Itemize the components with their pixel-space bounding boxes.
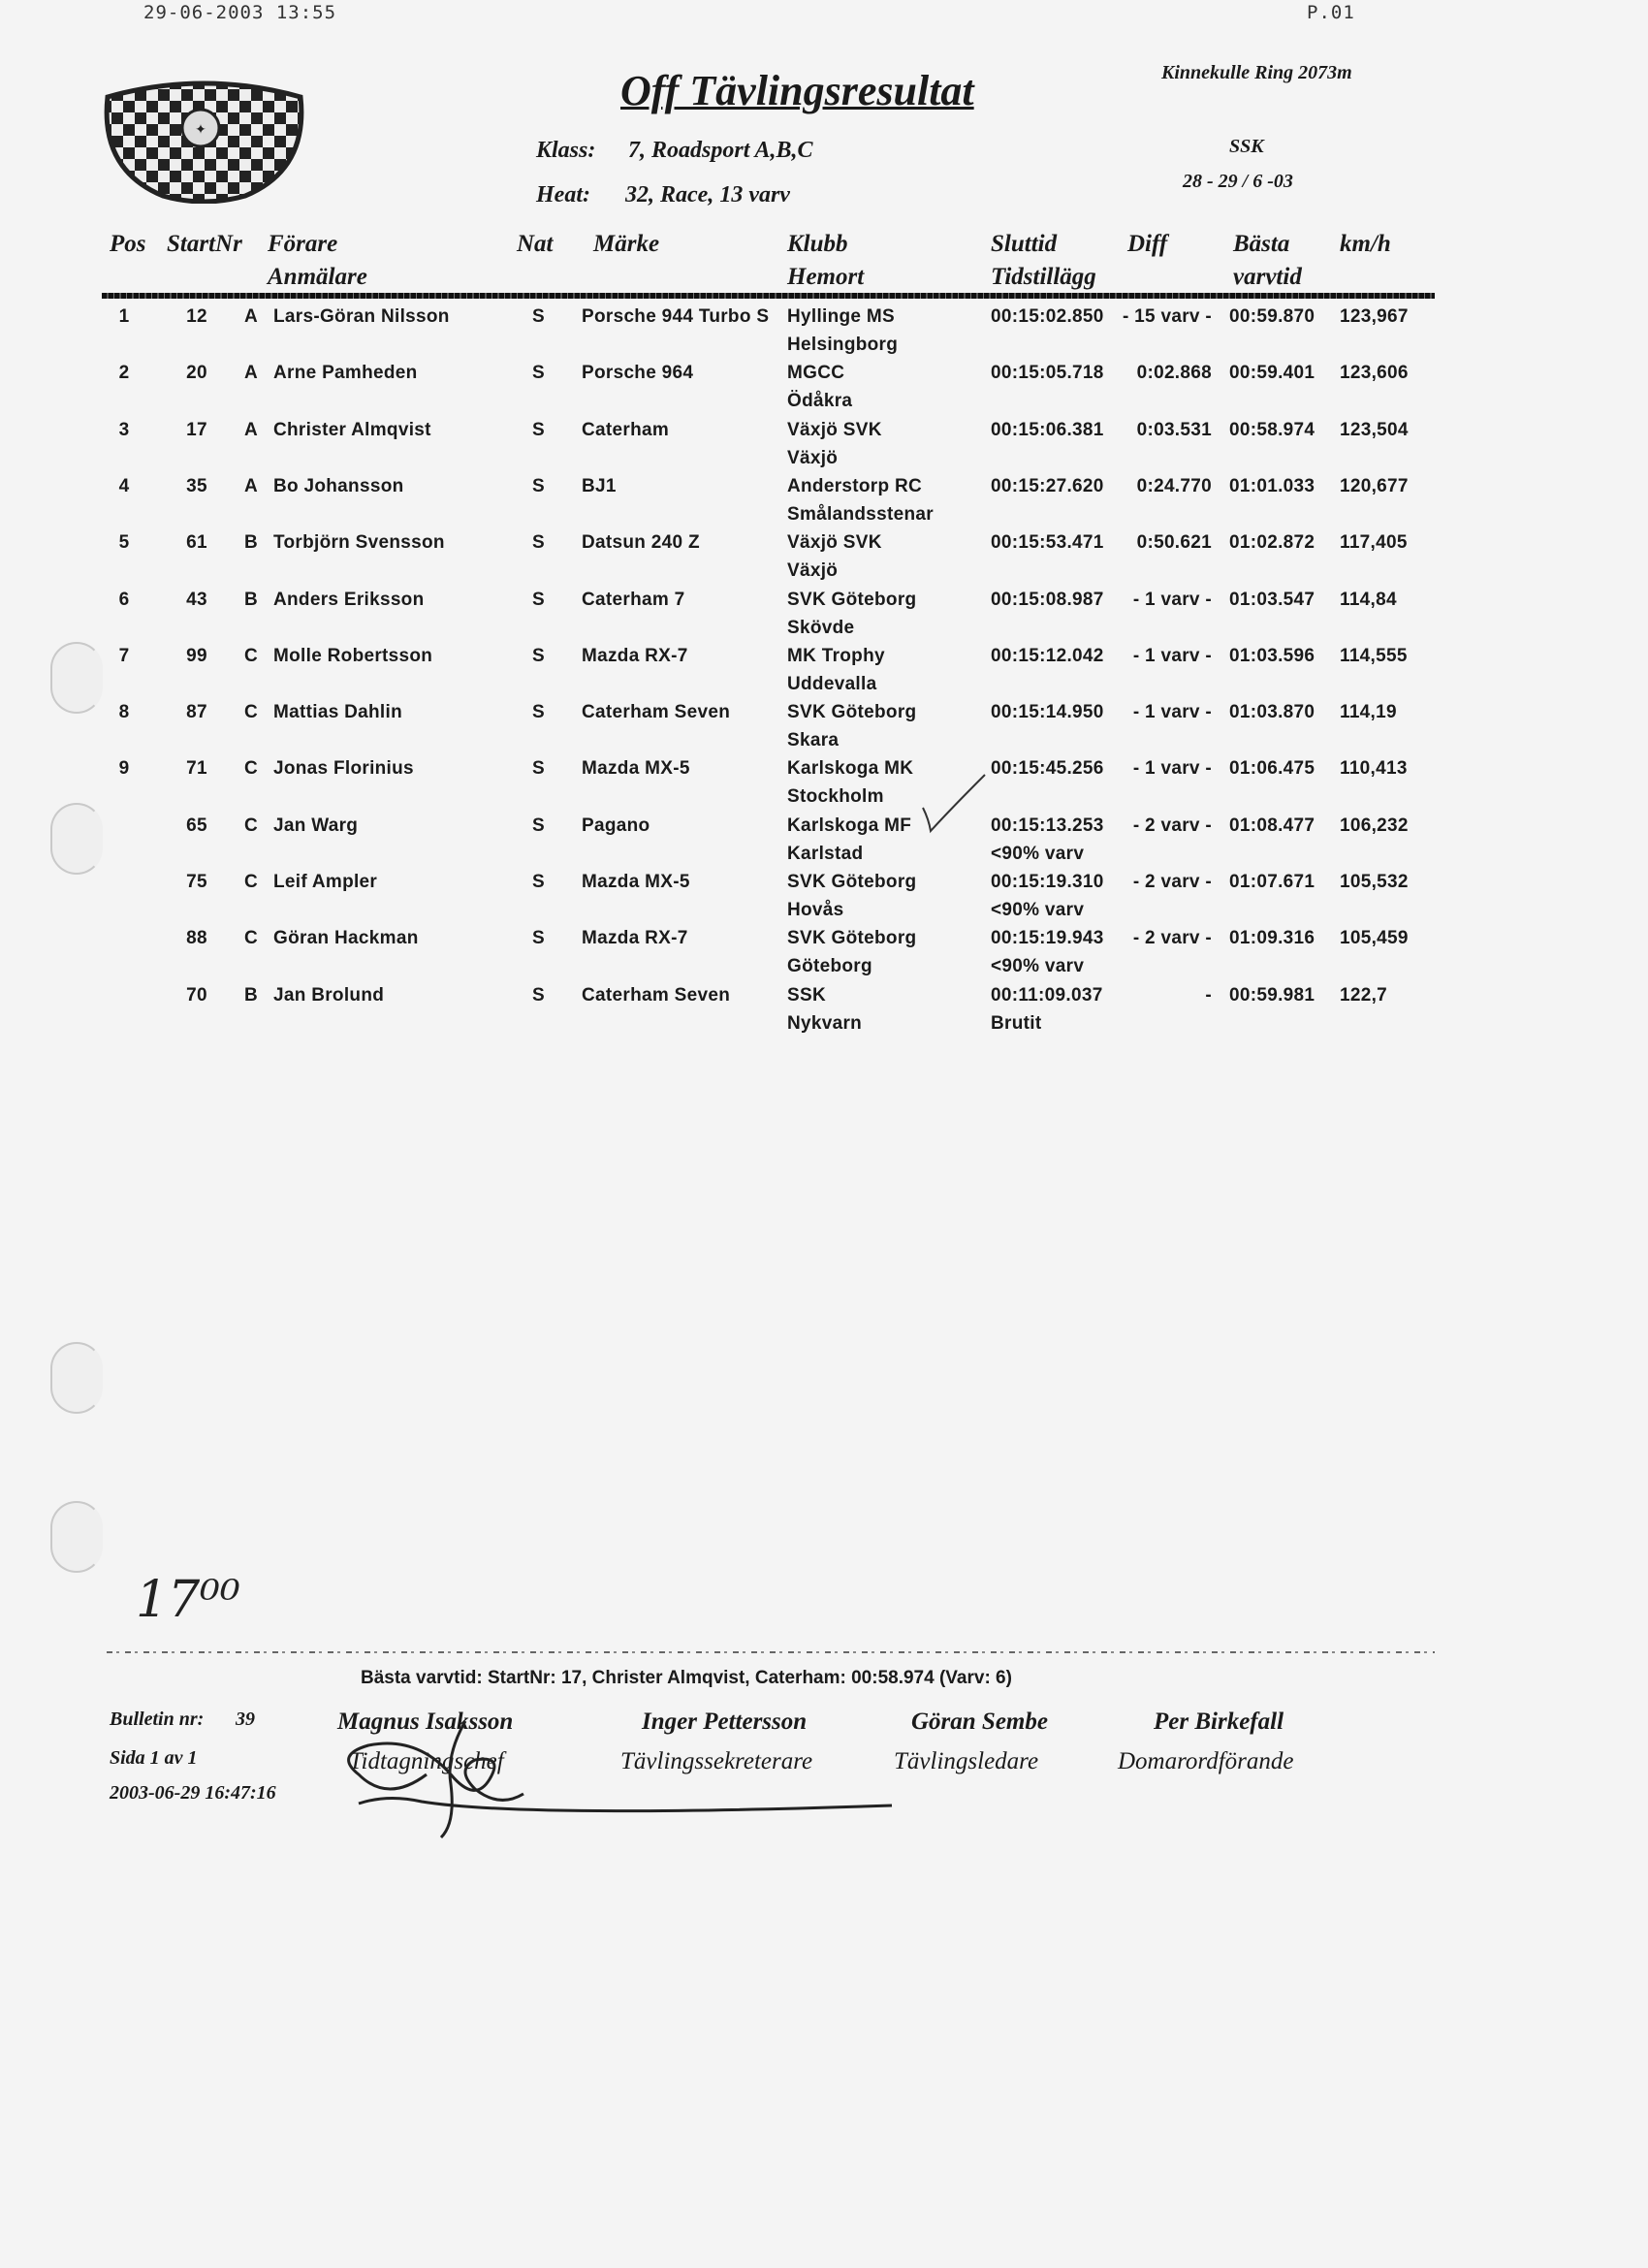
row-13-diff: -	[1205, 984, 1212, 1006]
row-8-best: 01:03.870	[1229, 702, 1315, 723]
signature-name-2: Inger Pettersson	[642, 1709, 808, 1735]
row-7-best: 01:03.596	[1229, 645, 1315, 666]
row-7-driver: Molle Robertsson	[273, 645, 433, 666]
fax-page-number: P.01	[1307, 2, 1355, 23]
row-3-car: Caterham	[582, 419, 670, 440]
row-6-time: 00:15:08.987	[991, 589, 1104, 610]
svg-text:✦: ✦	[195, 122, 206, 138]
col-marke: Märke	[593, 231, 660, 257]
row-5-cls: B	[244, 532, 259, 554]
row-8-town: Skara	[787, 730, 840, 751]
row-3-club: Växjö SVK	[787, 419, 882, 440]
punch-hole	[50, 642, 103, 714]
row-4-cls: A	[244, 475, 259, 496]
row-3-kmh: 123,504	[1340, 419, 1409, 440]
col-kmh: km/h	[1340, 231, 1391, 257]
signature-role-1: Tidtagningschef	[349, 1748, 504, 1774]
row-8-nr: 87	[186, 702, 207, 723]
row-1-cls: A	[244, 306, 259, 327]
row-8-kmh: 114,19	[1340, 702, 1397, 723]
row-6-kmh: 114,84	[1340, 589, 1397, 610]
row-5-best: 01:02.872	[1229, 532, 1315, 554]
row-2-town: Ödåkra	[787, 391, 853, 412]
row-4-time: 00:15:27.620	[991, 475, 1104, 496]
row-11-nr: 75	[186, 872, 207, 892]
row-2-pos: 2	[118, 363, 130, 384]
event-dates: 28 - 29 / 6 -03	[1183, 171, 1293, 192]
row-5-nat: S	[532, 532, 545, 554]
row-11-driver: Leif Ampler	[273, 872, 378, 892]
row-13-nat: S	[532, 984, 545, 1006]
row-5-town: Växjö	[787, 560, 839, 582]
signature-role-4: Domarordförande	[1118, 1748, 1294, 1774]
row-9-pos: 9	[118, 758, 130, 780]
row-12-car: Mazda RX-7	[582, 928, 688, 949]
col-startnr: StartNr	[167, 231, 242, 257]
row-11-town: Hovås	[787, 900, 844, 920]
row-6-diff: - 1 varv -	[1132, 589, 1212, 610]
row-8-club: SVK Göteborg	[787, 702, 917, 723]
col-sluttid: Sluttid	[991, 231, 1058, 257]
row-10-town: Karlstad	[787, 843, 864, 864]
row-12-town: Göteborg	[787, 956, 872, 977]
row-4-nr: 35	[186, 475, 207, 496]
signature-role-3: Tävlingsledare	[894, 1748, 1039, 1774]
row-6-town: Skövde	[787, 617, 855, 638]
row-5-time: 00:15:53.471	[991, 532, 1104, 554]
row-3-nr: 17	[186, 419, 207, 440]
row-4-nat: S	[532, 475, 545, 496]
row-2-best: 00:59.401	[1229, 363, 1315, 384]
row-13-club: SSK	[787, 984, 826, 1006]
row-13-town: Nykvarn	[787, 1012, 863, 1034]
row-9-diff: - 1 varv -	[1132, 758, 1212, 780]
heat-value: 32, Race, 13 varv	[625, 182, 790, 208]
row-11-diff: - 2 varv -	[1132, 872, 1212, 892]
row-2-nat: S	[532, 363, 545, 384]
row-13-kmh: 122,7	[1340, 984, 1388, 1006]
row-6-pos: 6	[118, 589, 130, 610]
col-hemort: Hemort	[787, 264, 865, 290]
row-11-nat: S	[532, 872, 545, 892]
heat-label: Heat:	[536, 182, 590, 208]
row-9-nat: S	[532, 758, 545, 780]
col-varvtid: varvtid	[1233, 264, 1302, 290]
row-4-car: BJ1	[582, 475, 617, 496]
row-1-time: 00:15:02.850	[991, 306, 1104, 327]
row-2-nr: 20	[186, 363, 207, 384]
row-2-club: MGCC	[787, 363, 845, 384]
row-7-diff: - 1 varv -	[1132, 645, 1212, 666]
footer-rule	[107, 1651, 1435, 1653]
row-5-pos: 5	[118, 532, 130, 554]
handwritten-signature	[330, 1716, 911, 1847]
handwritten-note: 17⁰⁰	[136, 1571, 240, 1629]
col-tidstillagg: Tidstillägg	[991, 264, 1096, 290]
row-5-car: Datsun 240 Z	[582, 532, 700, 554]
row-7-nat: S	[532, 645, 545, 666]
row-9-cls: C	[244, 758, 259, 780]
row-2-time: 00:15:05.718	[991, 363, 1104, 384]
row-9-car: Mazda MX-5	[582, 758, 690, 780]
row-13-cls: B	[244, 984, 259, 1006]
row-8-nat: S	[532, 702, 545, 723]
fax-timestamp: 29-06-2003 13:55	[143, 2, 337, 23]
row-9-time: 00:15:45.256	[991, 758, 1104, 780]
row-5-kmh: 117,405	[1340, 532, 1408, 554]
row-7-nr: 99	[186, 645, 207, 666]
col-forare: Förare	[268, 231, 338, 257]
row-11-car: Mazda MX-5	[582, 872, 690, 892]
bulletin-label: Bulletin nr:	[110, 1709, 205, 1730]
row-8-time: 00:15:14.950	[991, 702, 1104, 723]
col-nat: Nat	[517, 231, 554, 257]
row-4-club: Anderstorp RC	[787, 475, 923, 496]
row-4-town: Smålandsstenar	[787, 503, 934, 525]
row-5-diff: 0:50.621	[1136, 532, 1212, 554]
row-1-driver: Lars-Göran Nilsson	[273, 306, 450, 327]
row-11-club: SVK Göteborg	[787, 872, 917, 892]
row-6-club: SVK Göteborg	[787, 589, 917, 610]
signature-name-1: Magnus Isaksson	[337, 1709, 514, 1735]
row-3-diff: 0:03.531	[1136, 419, 1212, 440]
row-10-car: Pagano	[582, 815, 650, 836]
row-10-cls: C	[244, 815, 259, 836]
venue: Kinnekulle Ring 2073m	[1161, 62, 1352, 83]
col-klubb: Klubb	[787, 231, 848, 257]
row-10-extra: <90% varv	[991, 843, 1085, 864]
col-anmalare: Anmälare	[268, 264, 367, 290]
row-8-pos: 8	[118, 702, 130, 723]
col-diff: Diff	[1127, 231, 1168, 257]
row-11-time: 00:15:19.310	[991, 872, 1104, 892]
handwritten-checkmark	[921, 771, 989, 844]
row-8-cls: C	[244, 702, 259, 723]
row-1-car: Porsche 944 Turbo S	[582, 306, 770, 327]
page-info: Sida 1 av 1	[110, 1747, 198, 1769]
row-10-nr: 65	[186, 815, 207, 836]
row-4-kmh: 120,677	[1340, 475, 1409, 496]
printed-timestamp: 2003-06-29 16:47:16	[110, 1782, 276, 1804]
row-10-nat: S	[532, 815, 545, 836]
row-12-club: SVK Göteborg	[787, 928, 917, 949]
row-12-time: 00:15:19.943	[991, 928, 1104, 949]
row-1-club: Hyllinge MS	[787, 306, 895, 327]
signature-name-4: Per Birkefall	[1154, 1709, 1284, 1735]
page-title: Off Tävlingsresultat	[620, 67, 974, 114]
row-1-kmh: 123,967	[1340, 306, 1409, 327]
row-12-nr: 88	[186, 928, 207, 949]
row-3-nat: S	[532, 419, 545, 440]
row-6-cls: B	[244, 589, 259, 610]
row-4-driver: Bo Johansson	[273, 475, 404, 496]
row-9-kmh: 110,413	[1340, 758, 1408, 780]
row-9-best: 01:06.475	[1229, 758, 1315, 780]
row-10-diff: - 2 varv -	[1132, 815, 1212, 836]
row-5-club: Växjö SVK	[787, 532, 882, 554]
row-13-best: 00:59.981	[1229, 984, 1315, 1006]
klass-label: Klass:	[536, 138, 596, 163]
row-11-kmh: 105,532	[1340, 872, 1409, 892]
row-1-town: Helsingborg	[787, 335, 899, 355]
row-6-best: 01:03.547	[1229, 589, 1315, 610]
row-11-extra: <90% varv	[991, 900, 1085, 920]
row-3-time: 00:15:06.381	[991, 419, 1104, 440]
row-13-car: Caterham Seven	[582, 984, 731, 1006]
row-3-best: 00:58.974	[1229, 419, 1315, 440]
row-12-driver: Göran Hackman	[273, 928, 419, 949]
row-2-cls: A	[244, 363, 259, 384]
punch-hole	[50, 1501, 103, 1573]
klass-value: 7, Roadsport A,B,C	[628, 138, 813, 163]
row-2-driver: Arne Pamheden	[273, 363, 418, 384]
col-pos: Pos	[110, 231, 146, 257]
row-5-nr: 61	[186, 532, 207, 554]
punch-hole	[50, 1342, 103, 1414]
row-3-town: Växjö	[787, 447, 839, 468]
row-7-pos: 7	[118, 645, 130, 666]
row-12-best: 01:09.316	[1229, 928, 1315, 949]
row-7-kmh: 114,555	[1340, 645, 1408, 666]
row-12-nat: S	[532, 928, 545, 949]
bulletin-number: 39	[236, 1709, 255, 1730]
row-2-car: Porsche 964	[582, 363, 694, 384]
row-12-diff: - 2 varv -	[1132, 928, 1212, 949]
row-12-kmh: 105,459	[1340, 928, 1409, 949]
row-7-club: MK Trophy	[787, 645, 885, 666]
row-10-driver: Jan Warg	[273, 815, 359, 836]
signature-name-3: Göran Sembe	[911, 1709, 1048, 1735]
row-6-nat: S	[532, 589, 545, 610]
row-5-driver: Torbjörn Svensson	[273, 532, 445, 554]
row-8-diff: - 1 varv -	[1132, 702, 1212, 723]
row-13-nr: 70	[186, 984, 207, 1006]
row-11-best: 01:07.671	[1229, 872, 1315, 892]
punch-hole	[50, 803, 103, 875]
row-12-cls: C	[244, 928, 259, 949]
row-4-pos: 4	[118, 475, 130, 496]
row-13-driver: Jan Brolund	[273, 984, 385, 1006]
row-1-pos: 1	[118, 306, 130, 327]
row-2-kmh: 123,606	[1340, 363, 1409, 384]
row-10-kmh: 106,232	[1340, 815, 1409, 836]
best-lap-summary: Bästa varvtid: StartNr: 17, Christer Almqvist, Caterham: 00:58.974 (Varv: 6)	[361, 1668, 1012, 1688]
club-logo	[100, 78, 308, 204]
row-9-club: Karlskoga MK	[787, 758, 914, 780]
row-9-town: Stockholm	[787, 786, 884, 808]
row-12-extra: <90% varv	[991, 956, 1085, 977]
row-10-club: Karlskoga MF	[787, 815, 912, 836]
row-10-best: 01:08.477	[1229, 815, 1315, 836]
row-3-driver: Christer Almqvist	[273, 419, 431, 440]
row-4-best: 01:01.033	[1229, 475, 1315, 496]
row-6-car: Caterham 7	[582, 589, 685, 610]
row-7-time: 00:15:12.042	[991, 645, 1104, 666]
row-7-town: Uddevalla	[787, 673, 877, 694]
row-2-diff: 0:02.868	[1136, 363, 1212, 384]
row-1-nr: 12	[186, 306, 207, 327]
row-1-nat: S	[532, 306, 545, 327]
organizer: SSK	[1229, 136, 1264, 157]
row-1-best: 00:59.870	[1229, 306, 1315, 327]
col-basta: Bästa	[1233, 231, 1290, 257]
row-9-driver: Jonas Florinius	[273, 758, 414, 780]
row-9-nr: 71	[186, 758, 207, 780]
row-6-nr: 43	[186, 589, 207, 610]
header-rule	[102, 293, 1435, 299]
row-4-diff: 0:24.770	[1136, 475, 1212, 496]
signature-role-2: Tävlingssekreterare	[620, 1748, 813, 1774]
row-13-extra: Brutit	[991, 1012, 1042, 1034]
row-8-car: Caterham Seven	[582, 702, 731, 723]
row-3-cls: A	[244, 419, 259, 440]
row-13-time: 00:11:09.037	[991, 984, 1103, 1006]
row-7-cls: C	[244, 645, 259, 666]
row-3-pos: 3	[118, 419, 130, 440]
row-10-time: 00:15:13.253	[991, 815, 1104, 836]
row-11-cls: C	[244, 872, 259, 892]
row-6-driver: Anders Eriksson	[273, 589, 425, 610]
row-8-driver: Mattias Dahlin	[273, 702, 402, 723]
row-7-car: Mazda RX-7	[582, 645, 688, 666]
row-1-diff: - 15 varv -	[1122, 306, 1212, 327]
